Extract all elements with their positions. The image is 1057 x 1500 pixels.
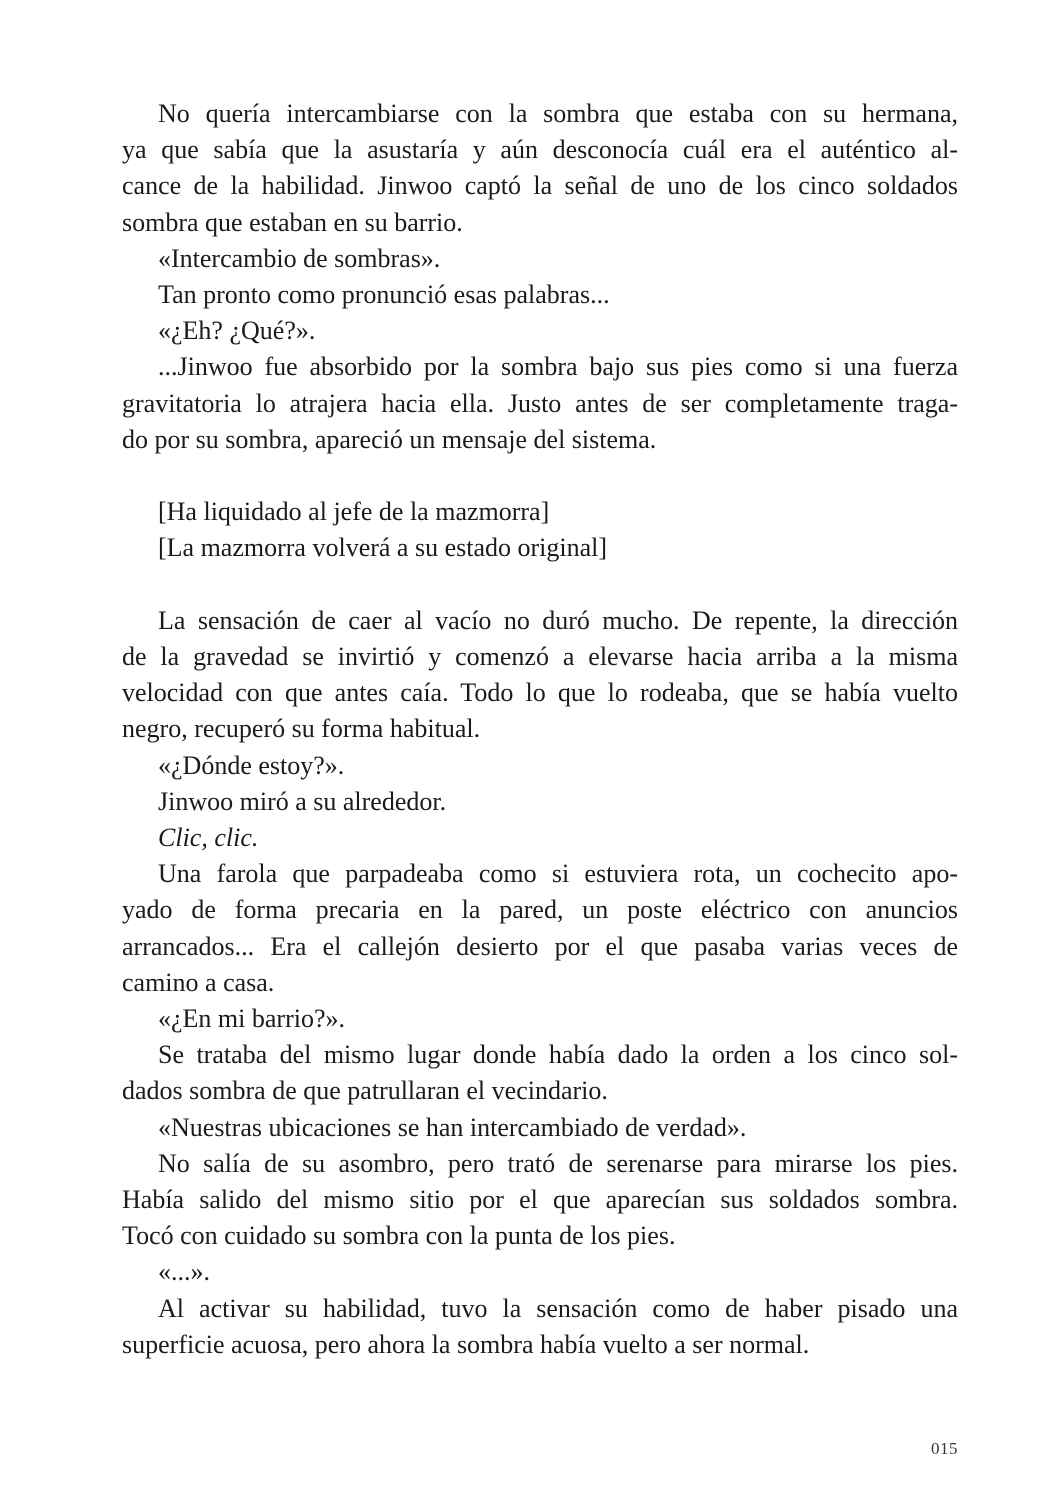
paragraph	[122, 1291, 958, 1363]
text-line: arrancados... Era el callejón desierto por el que pasaba varias veces de	[122, 931, 958, 961]
text-line: yado de forma precaria en la pared, un poste eléctrico con anuncios	[122, 895, 958, 925]
paragraph	[122, 1001, 958, 1037]
text-line: «¿Dónde estoy?».	[158, 750, 345, 780]
text-line: «Intercambio de sombras».	[158, 243, 441, 273]
text-line: Se trataba del mismo lugar donde había dado la orden a los cinco sol-	[158, 1040, 958, 1070]
paragraph	[122, 494, 958, 530]
paragraph	[122, 1254, 958, 1290]
text-line: «Nuestras ubicaciones se han intercambiado de verdad».	[158, 1112, 747, 1142]
blank-line	[122, 458, 958, 494]
paragraph	[122, 603, 958, 748]
text-line: ya que sabía que la asustaría y aún desconocía cuál era el auténtico al-	[122, 135, 958, 165]
text-line: gravitatoria lo atrajera hacia ella. Justo antes de ser completamente traga-	[122, 388, 958, 418]
text-line: Al activar su habilidad, tuvo la sensación como de haber pisado una	[158, 1293, 958, 1323]
text-line: No salía de su asombro, pero trató de serenarse para mirarse los pies.	[158, 1148, 958, 1178]
paragraph	[122, 820, 958, 856]
blank-line	[122, 567, 958, 603]
paragraph	[122, 748, 958, 784]
text-line: «¿Eh? ¿Qué?».	[158, 316, 316, 346]
text-line: velocidad con que antes caía. Todo lo que lo rodeaba, que se había vuelto	[122, 678, 958, 708]
text-line: [Ha liquidado al jefe de la mazmorra]	[158, 497, 550, 527]
paragraph	[122, 1110, 958, 1146]
paragraph	[122, 96, 958, 241]
page-number: 015	[931, 1439, 958, 1458]
paragraph	[122, 277, 958, 313]
text-line: Tan pronto como pronunció esas palabras...	[158, 280, 610, 310]
text-line: sombra que estaban en su barrio.	[122, 207, 463, 237]
text-line: camino a casa.	[122, 967, 275, 997]
text-line: «¿En mi barrio?».	[158, 1004, 345, 1034]
text-line: «...».	[158, 1257, 210, 1287]
paragraph	[122, 856, 958, 1001]
text-line: dados sombra de que patrullaran el vecindario.	[122, 1076, 608, 1106]
text-line: superficie acuosa, pero ahora la sombra había vuelto a ser normal.	[122, 1329, 810, 1359]
text-line: No quería intercambiarse con la sombra que estaba con su hermana,	[158, 99, 958, 128]
paragraph	[122, 349, 958, 458]
text-line: Clic, clic.	[158, 823, 259, 853]
text-line: de la gravedad se invirtió y comenzó a elevarse hacia arriba a la misma	[122, 642, 958, 672]
body-text	[122, 96, 958, 1363]
paragraph	[122, 313, 958, 349]
text-line: [La mazmorra volverá a su estado original]	[158, 533, 608, 563]
paragraph	[122, 784, 958, 820]
text-line: negro, recuperó su forma habitual.	[122, 714, 481, 744]
text-line: Había salido del mismo sitio por el que aparecían sus soldados sombra.	[122, 1185, 958, 1215]
text-line: cance de la habilidad. Jinwoo captó la señal de uno de los cinco soldados	[122, 171, 958, 201]
text-line: Jinwoo miró a su alrededor.	[158, 786, 447, 816]
paragraph	[122, 241, 958, 277]
paragraph	[122, 530, 958, 566]
text-line: ...Jinwoo fue absorbido por la sombra bajo sus pies como si una fuerza	[158, 352, 958, 382]
paragraph	[122, 1146, 958, 1255]
paragraph	[122, 1037, 958, 1109]
text-line: Tocó con cuidado su sombra con la punta de los pies.	[122, 1221, 676, 1251]
text-line: La sensación de caer al vacío no duró mucho. De repente, la dirección	[158, 605, 958, 635]
text-line: do por su sombra, apareció un mensaje del sistema.	[122, 424, 657, 454]
text-line: Una farola que parpadeaba como si estuviera rota, un cochecito apo-	[158, 859, 958, 889]
